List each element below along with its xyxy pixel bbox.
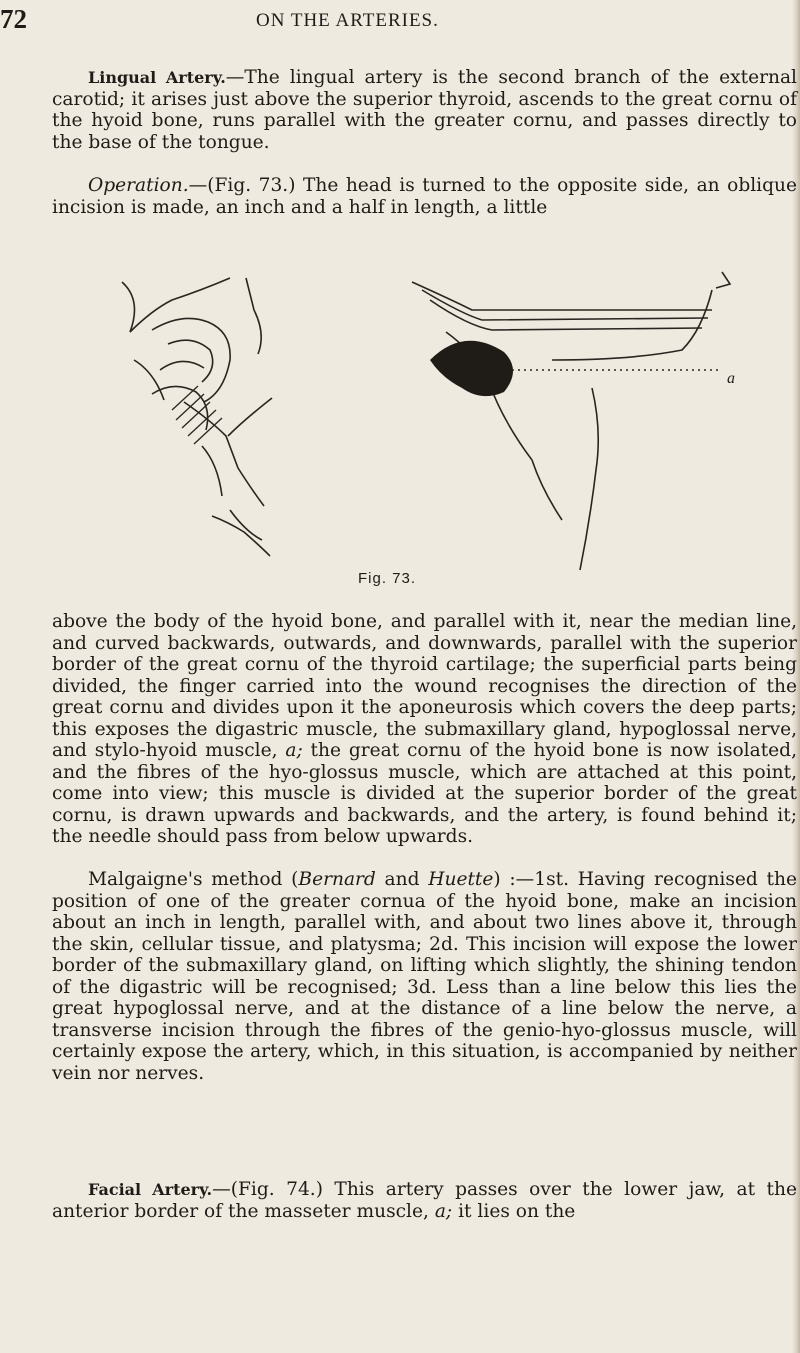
operation-text: —(Fig. 73.) The head is turned to the opposite side, an oblique incision is made, an inch and a half in length, a little (52, 175, 797, 218)
facial-heading: Facial Artery. (88, 1180, 213, 1199)
operation-label: Operation. (88, 175, 189, 196)
malgaigne-huette: Huette (428, 869, 494, 890)
page-number: 72 (0, 4, 27, 34)
anatomical-figure (112, 270, 752, 590)
continuation-text-2: the great cornu of the hyoid bone is now isolated, and the fibres of the hyo-glossus muscle, which are attached at this point, come into view; this muscle is divided at the superior border of the great cornu, is drawn upwards and backwards, and the artery, is found behind it; the needle should pass from below upwards. (52, 740, 797, 847)
facial-ref-a: a; (434, 1200, 453, 1222)
malgaigne-text-2: ) :—1st. Having recognised the position of one of the greater cornua of the hyoid bone, make an incision about an inch in length, parallel with, and about two lines above it, through the skin, cellular tissue, and platysma; 2d. This incision will expose the lower border of the submaxillary gland, on lifting which slightly, the shining tendon of the digastric will be recognised; 3d. Less than a line below this lies the great hypoglossal nerve, and at the distance of a line below the nerve, a transverse incision through the fibres of the genio-hyo-glossus muscle, will certainly expose the artery, which, in this situation, is accompanied by neither vein nor nerves. (52, 869, 797, 1084)
continuation-text: above the body of the hyoid bone, and parallel with it, near the median line, and curved backwards, outwards, and downwards, parallel with the superior border of the great cornu of the thyroid cartilage; the superficial parts being divided, the finger carried into the wound recognises the direction of the great cornu and divides upon it the aponeurosis which covers the deep parts; this exposes the digastric muscle, the submaxillary gland, hypoglossal nerve, and stylo-hyoid muscle, (52, 611, 797, 761)
facial-text-1: —(Fig. 74.) This artery passes over the lower jaw, at the anterior border of the masseter muscle, (52, 1179, 798, 1222)
hyoid-region-drawing (122, 278, 272, 556)
lingual-paragraph (52, 67, 797, 153)
operation-paragraph (52, 175, 797, 218)
lingual-text: —The lingual artery is the second branch of the external carotid; it arises just above the superior thyroid, ascends to the great cornu of the hyoid bone, runs parallel with the greater cornu, and passes directly to the base of the tongue. (52, 67, 797, 153)
figure-caption: Fig. 73. (358, 570, 417, 587)
malgaigne-paragraph (52, 869, 797, 1084)
page-header (0, 4, 800, 38)
malgaigne-bernard: Bernard (298, 869, 376, 890)
facial-text-2: it lies on the (452, 1200, 576, 1222)
malgaigne-text-1: Malgaigne's method ( (88, 869, 299, 890)
figure-label-a: a (727, 370, 735, 387)
malgaigne-and: and (375, 869, 429, 890)
digastric-muscle-shape (430, 341, 513, 396)
continuation-paragraph (52, 611, 797, 848)
facial-paragraph (52, 1179, 797, 1222)
running-head: ON THE ARTERIES. (256, 10, 439, 31)
lingual-heading: Lingual Artery. (88, 68, 226, 87)
continuation-ref-a: a; (285, 740, 303, 761)
tongue-region-drawing (412, 272, 730, 570)
